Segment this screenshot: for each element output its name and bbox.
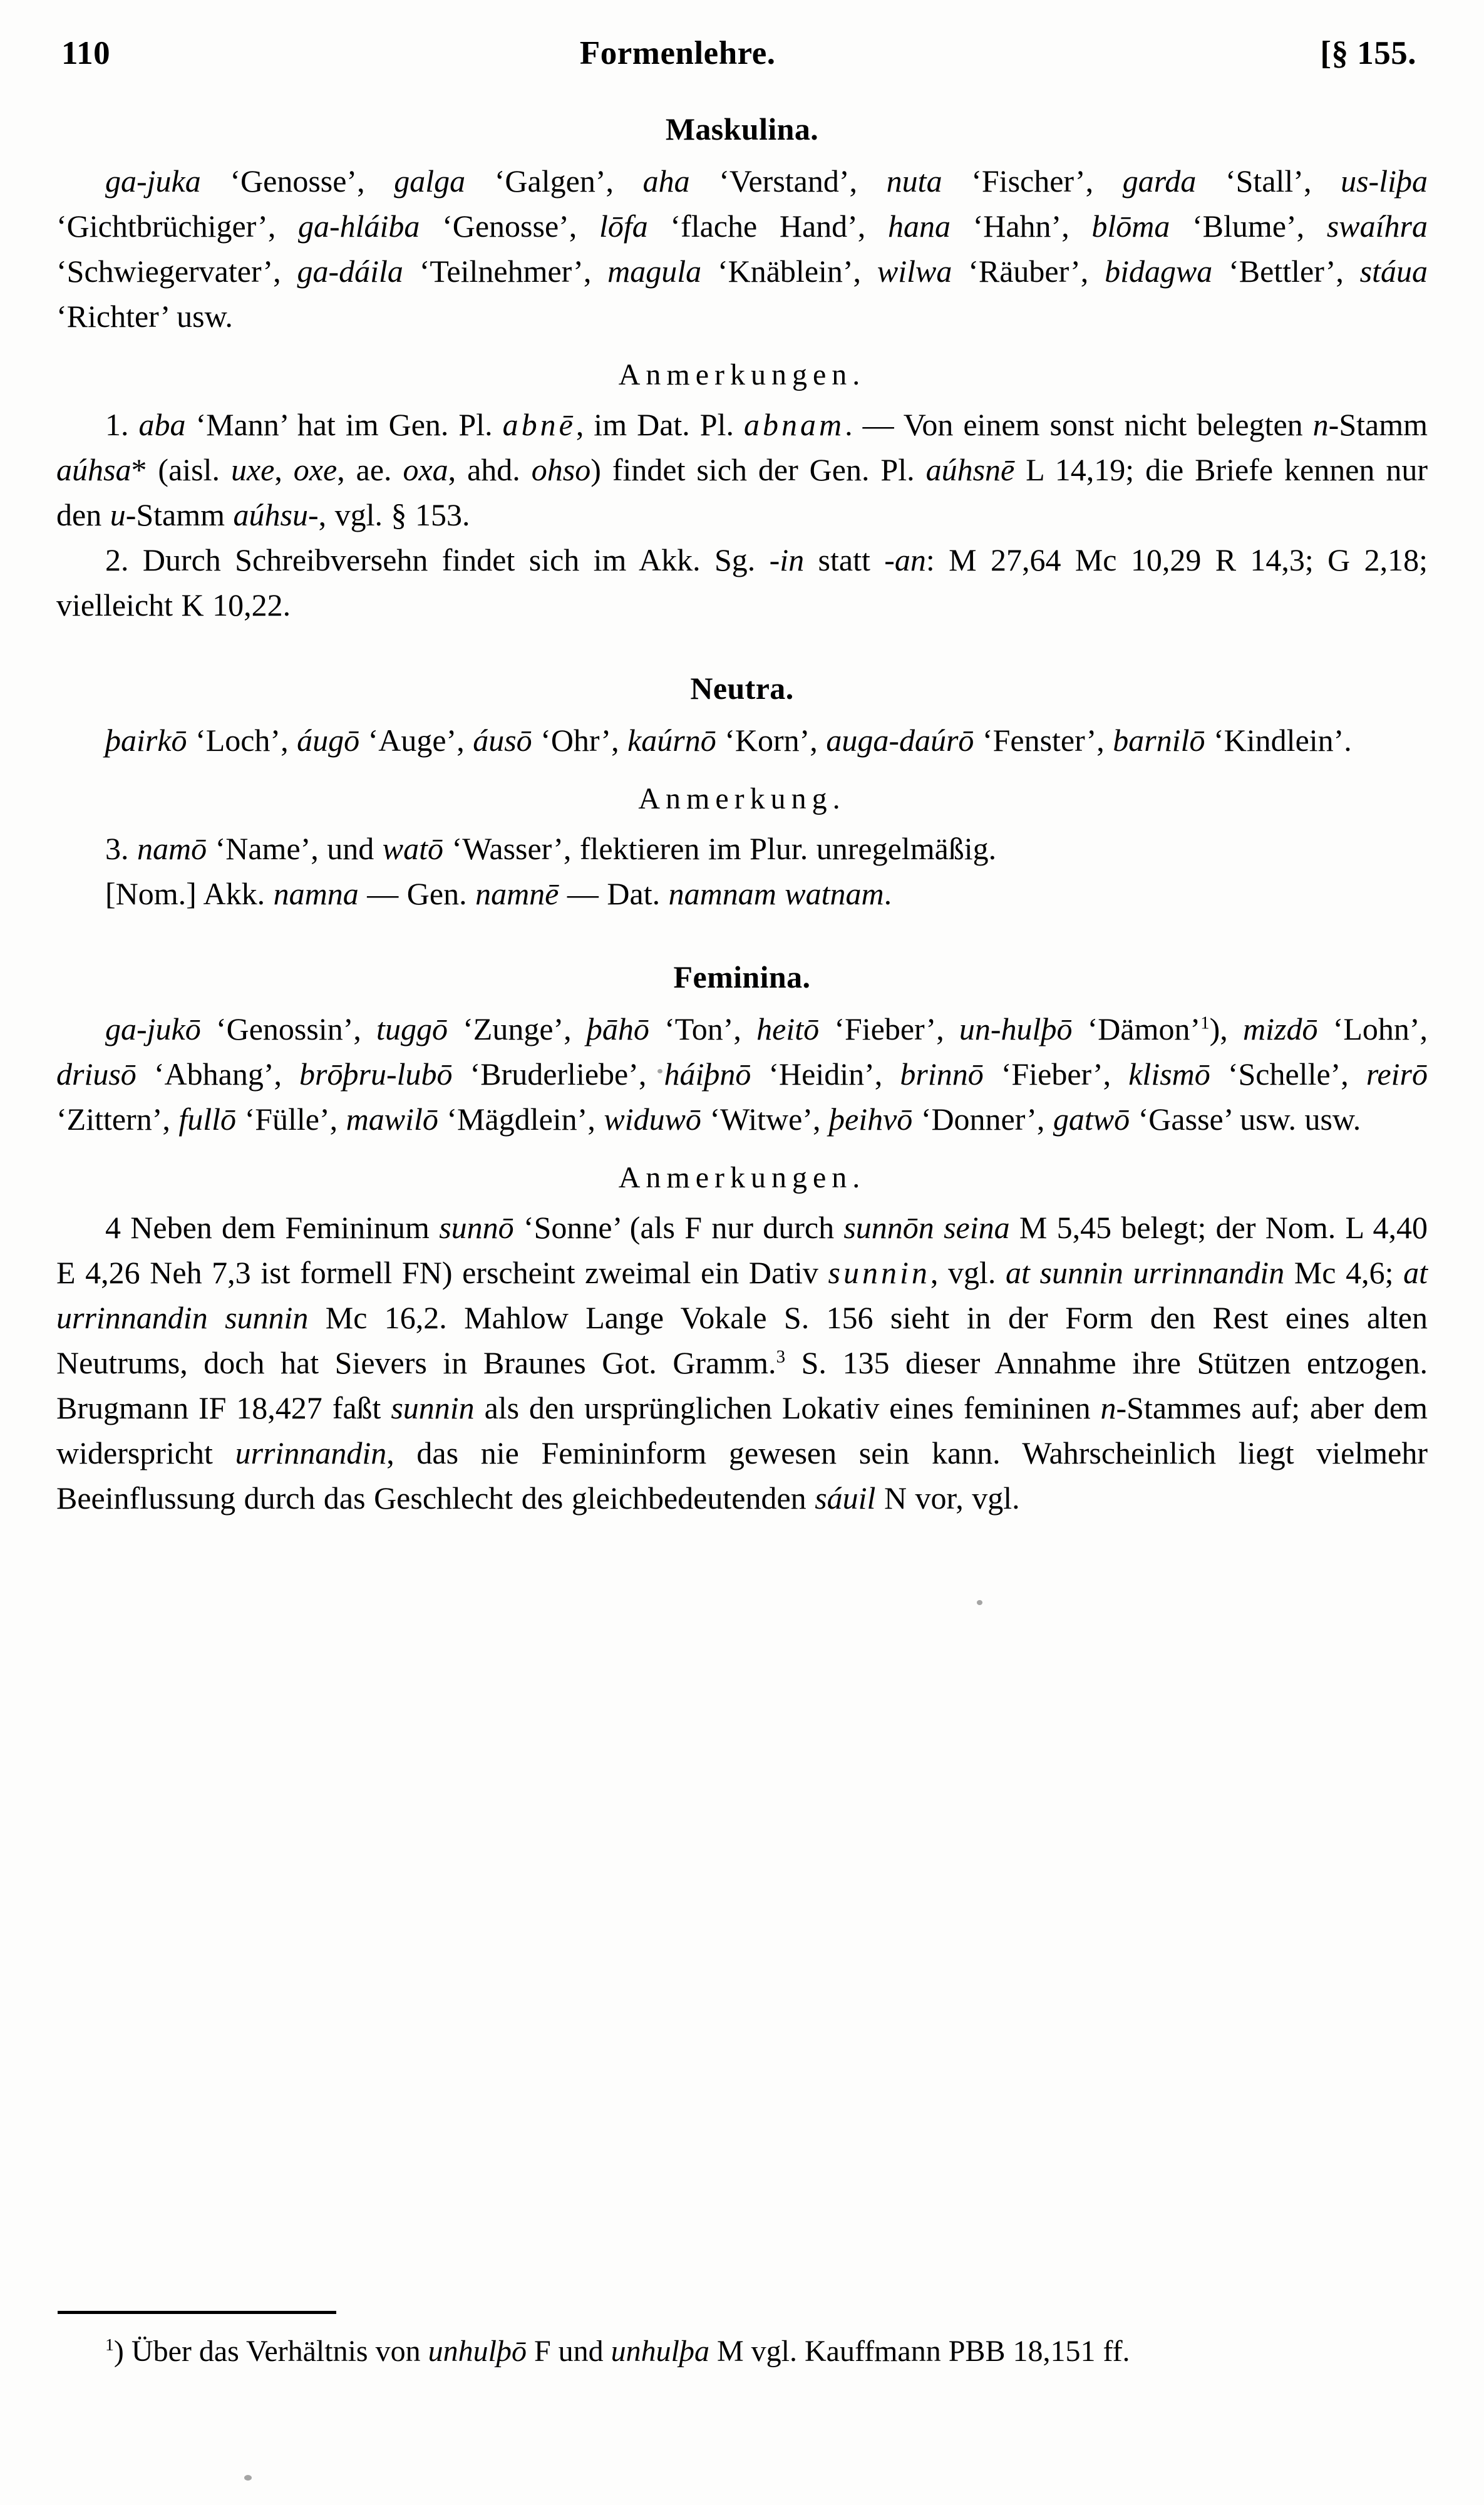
scan-speckle: [657, 1069, 662, 1073]
heading-neutra: Neutra.: [690, 671, 794, 706]
footnote-text: $^1$) Über das Verhältnis von unhulþō F und unhulþa M vgl. Kauffmann PBB 18,151 ff.: [105, 2335, 1130, 2368]
section-reference: [§ 155.: [1320, 35, 1416, 71]
paragraph-neutra-list: þairkō ‘Loch’, áugō ‘Auge’, áusō ‘Ohr’, kaúrnō ‘Korn’, auga-daúrō ‘Fenster’, barnilō ‘Kindlein’.: [105, 723, 1352, 758]
scan-speckle: [244, 2475, 252, 2481]
paragraph-note-3: 3. namō ‘Name’, und watō ‘Wasser’, flektieren im Plur. unregelmäßig.: [105, 831, 997, 866]
paragraph-note-2: 2. Durch Schreibversehn findet sich im Akk. Sg. -in statt -an: M 27,64 Mc 10,29 R 14,3; G 2,18; vielleicht K 10,22.: [56, 542, 1428, 622]
spacer: [56, 628, 1428, 654]
heading-anmerkung-2: Anmerkung.: [638, 782, 846, 815]
running-head: [56, 34, 1428, 72]
heading-feminina: Feminina.: [673, 959, 811, 994]
page-content: [56, 34, 1428, 1521]
heading-maskulina: Maskulina.: [665, 111, 819, 147]
edition-superscript: 3: [776, 1346, 786, 1367]
spacer: [56, 916, 1428, 943]
paragraph-maskulina-list: ga-juka ‘Genosse’, galga ‘Galgen’, aha ‘Verstand’, nuta ‘Fischer’, garda ‘Stall’, us-liþa ‘Gichtbrüchiger’, ga-hláiba ‘Genosse’, lōfa ‘flache Hand’, hana ‘Hahn’, blōma ‘Blume’, swaíhra ‘Schwiegervater’, ga-dáila ‘Teilnehmer’, magula ‘Knäblein’, wilwa ‘Räuber’, bidagwa ‘Bettler’, stáua ‘Richter’ usw.: [56, 163, 1428, 334]
paragraph-note-1: 1. aba ‘Mann’ hat im Gen. Pl. abnē, im Dat. Pl. abnam. — Von einem sonst nicht belegten n-Stamm aúhsa* (aisl. uxe, oxe, ae. oxa, ahd. ohso) findet sich der Gen. Pl. aúhsnē L 14,19; die Briefe kennen nur den u-Stamm aúhsu-, vgl. § 153.: [56, 407, 1428, 532]
scan-speckle: [977, 1600, 982, 1605]
heading-anmerkungen-1: Anmerkungen.: [618, 358, 866, 391]
page-folio-number: 110: [61, 35, 111, 71]
paragraph-note-3-paradigm: [Nom.] Akk. namna — Gen. namnē — Dat. namnam watnam.: [105, 876, 892, 911]
paragraph-feminina-list: ga-jukō ‘Genossin’, tuggō ‘Zunge’, þāhō ‘Ton’, heitō ‘Fieber’, un-hulþō ‘Dämon’$^1$), mizdō ‘Lohn’, driusō ‘Abhang’, brōþru-lubō ‘Bruderliebe’, háiþnō ‘Heidin’, brinnō ‘Fieber’, klismō ‘Schelle’, reirō ‘Zittern’, fullō ‘Fülle’, mawilō ‘Mägdlein’, widuwō ‘Witwe’, þeihvō ‘Donner’, gatwō ‘Gasse’ usw. usw.: [56, 1011, 1428, 1137]
footnote-number: 1: [105, 2335, 114, 2355]
paragraph-note-4: 4 Neben dem Femininum sunnō ‘Sonne’ (als F nur durch sunnōn seina M 5,45 belegt; der Nom. L 4,40 E 4,26 Neh 7,3 ist formell FN) erscheint zweimal ein Dativ sunnin, vgl. at sunnin urrinnandin Mc 4,6; at urrinnandin sunnin Mc 16,2. Mahlow Lange Vokale S. 156 sieht in der Form den Rest eines alten Neutrums, doch hat Sievers in Braunes Got. Gramm.$^3$ S. 135 dieser Annahme ihre Stützen entzogen. Brugmann IF 18,427 faßt sunnin als den ursprünglichen Lokativ eines femininen n-Stammes auf; aber dem widerspricht urrinnandin, das nie Femininform gewesen sein kann. Wahrscheinlich liegt vielmehr Beeinflussung durch das Geschlecht des gleichbedeutenden sáuil N vor, vgl.: [56, 1210, 1428, 1516]
footnote-separator-rule: [58, 2311, 336, 2314]
heading-anmerkungen-2: Anmerkungen.: [618, 1161, 866, 1194]
running-title: Formenlehre.: [579, 35, 776, 71]
footnote-marker: 1: [1200, 1013, 1210, 1033]
footnote-area: [56, 2311, 1428, 2373]
